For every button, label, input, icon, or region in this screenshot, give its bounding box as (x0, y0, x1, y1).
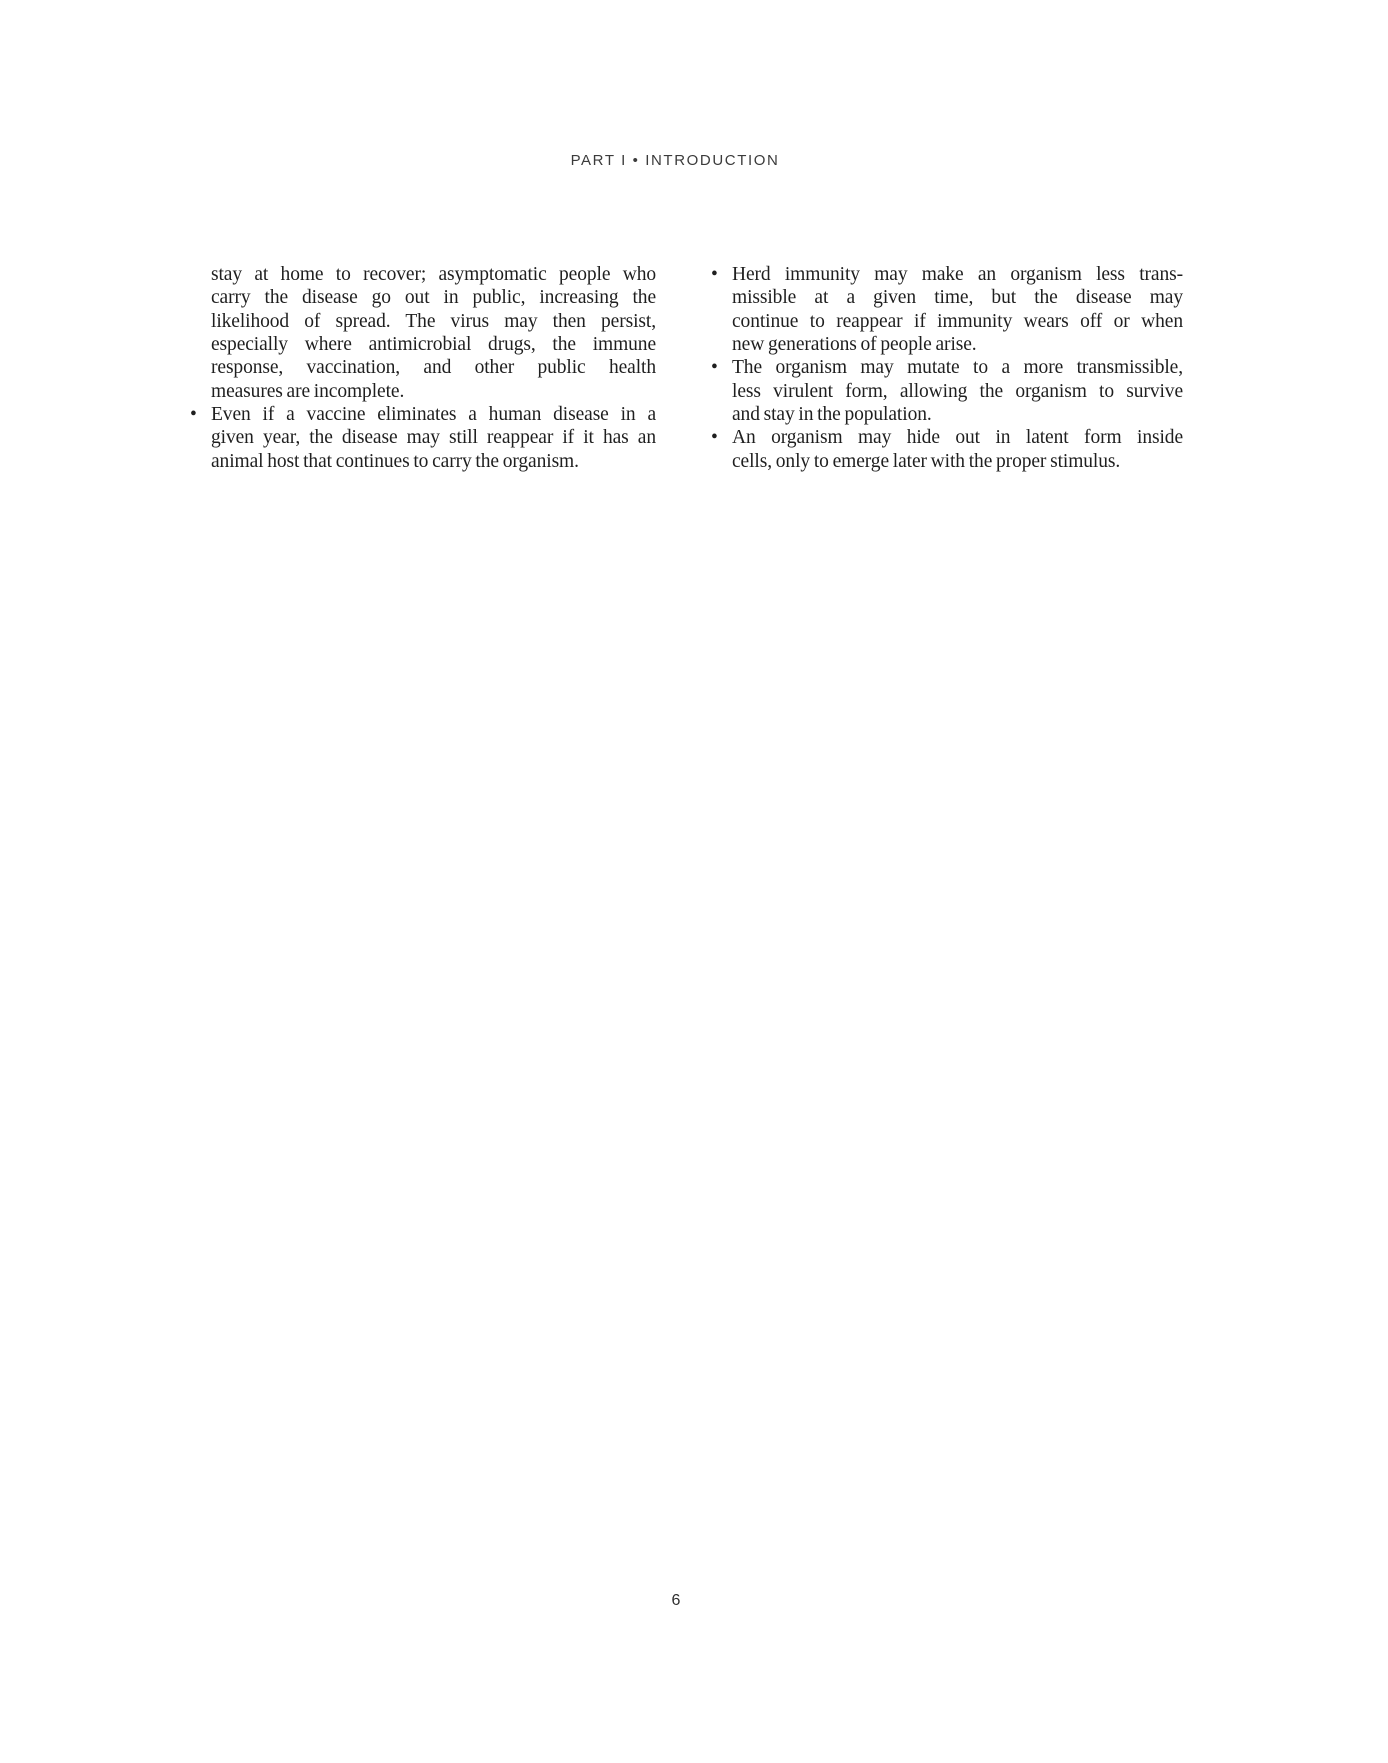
text-line: especially where antimicrobial drugs, the immune (211, 333, 656, 355)
text-line: measures are incomplete. (211, 380, 405, 402)
text-line: less virulent form, allowing the organism to survive (732, 380, 1183, 402)
text-line: carry the disease go out in public, increasing the (211, 287, 656, 309)
page-number: 6 (671, 1592, 681, 1609)
paragraph-block (211, 263, 656, 403)
text-line: Even if a vaccine eliminates a human disease in a (211, 403, 656, 425)
text-line: Herd immunity may make an organism less trans- (732, 264, 1183, 285)
bullet-icon: • (711, 427, 718, 449)
left-column (190, 263, 656, 473)
text-line: continue to reappear if immunity wears off or when (732, 310, 1183, 332)
bullet-item (711, 426, 1183, 473)
text-line: missible at a given time, but the disease may (732, 287, 1183, 309)
bullet-item (711, 356, 1183, 426)
running-header: PART I • INTRODUCTION (570, 152, 780, 169)
text-line: new generations of people arise. (732, 333, 977, 355)
text-line: animal host that continues to carry the organism. (211, 450, 579, 472)
text-line: cells, only to emerge later with the proper stimulus. (732, 450, 1121, 472)
bullet-icon: • (711, 357, 718, 379)
bullet-item (190, 403, 656, 473)
text-line: given year, the disease may still reappear if it has an (211, 427, 656, 449)
bullet-item (711, 263, 1183, 356)
text-line: The organism may mutate to a more transmissible, (732, 357, 1183, 379)
text-line: An organism may hide out in latent form inside (732, 427, 1183, 449)
bullet-icon: • (190, 403, 197, 425)
right-column (711, 263, 1183, 473)
text-line: and stay in the population. (732, 403, 932, 425)
text-line: likelihood of spread. The virus may then persist, (211, 310, 656, 332)
text-line: stay at home to recover; asymptomatic people who (211, 264, 656, 285)
text-line: response, vaccination, and other public health (211, 357, 656, 379)
bullet-icon: • (711, 264, 718, 285)
